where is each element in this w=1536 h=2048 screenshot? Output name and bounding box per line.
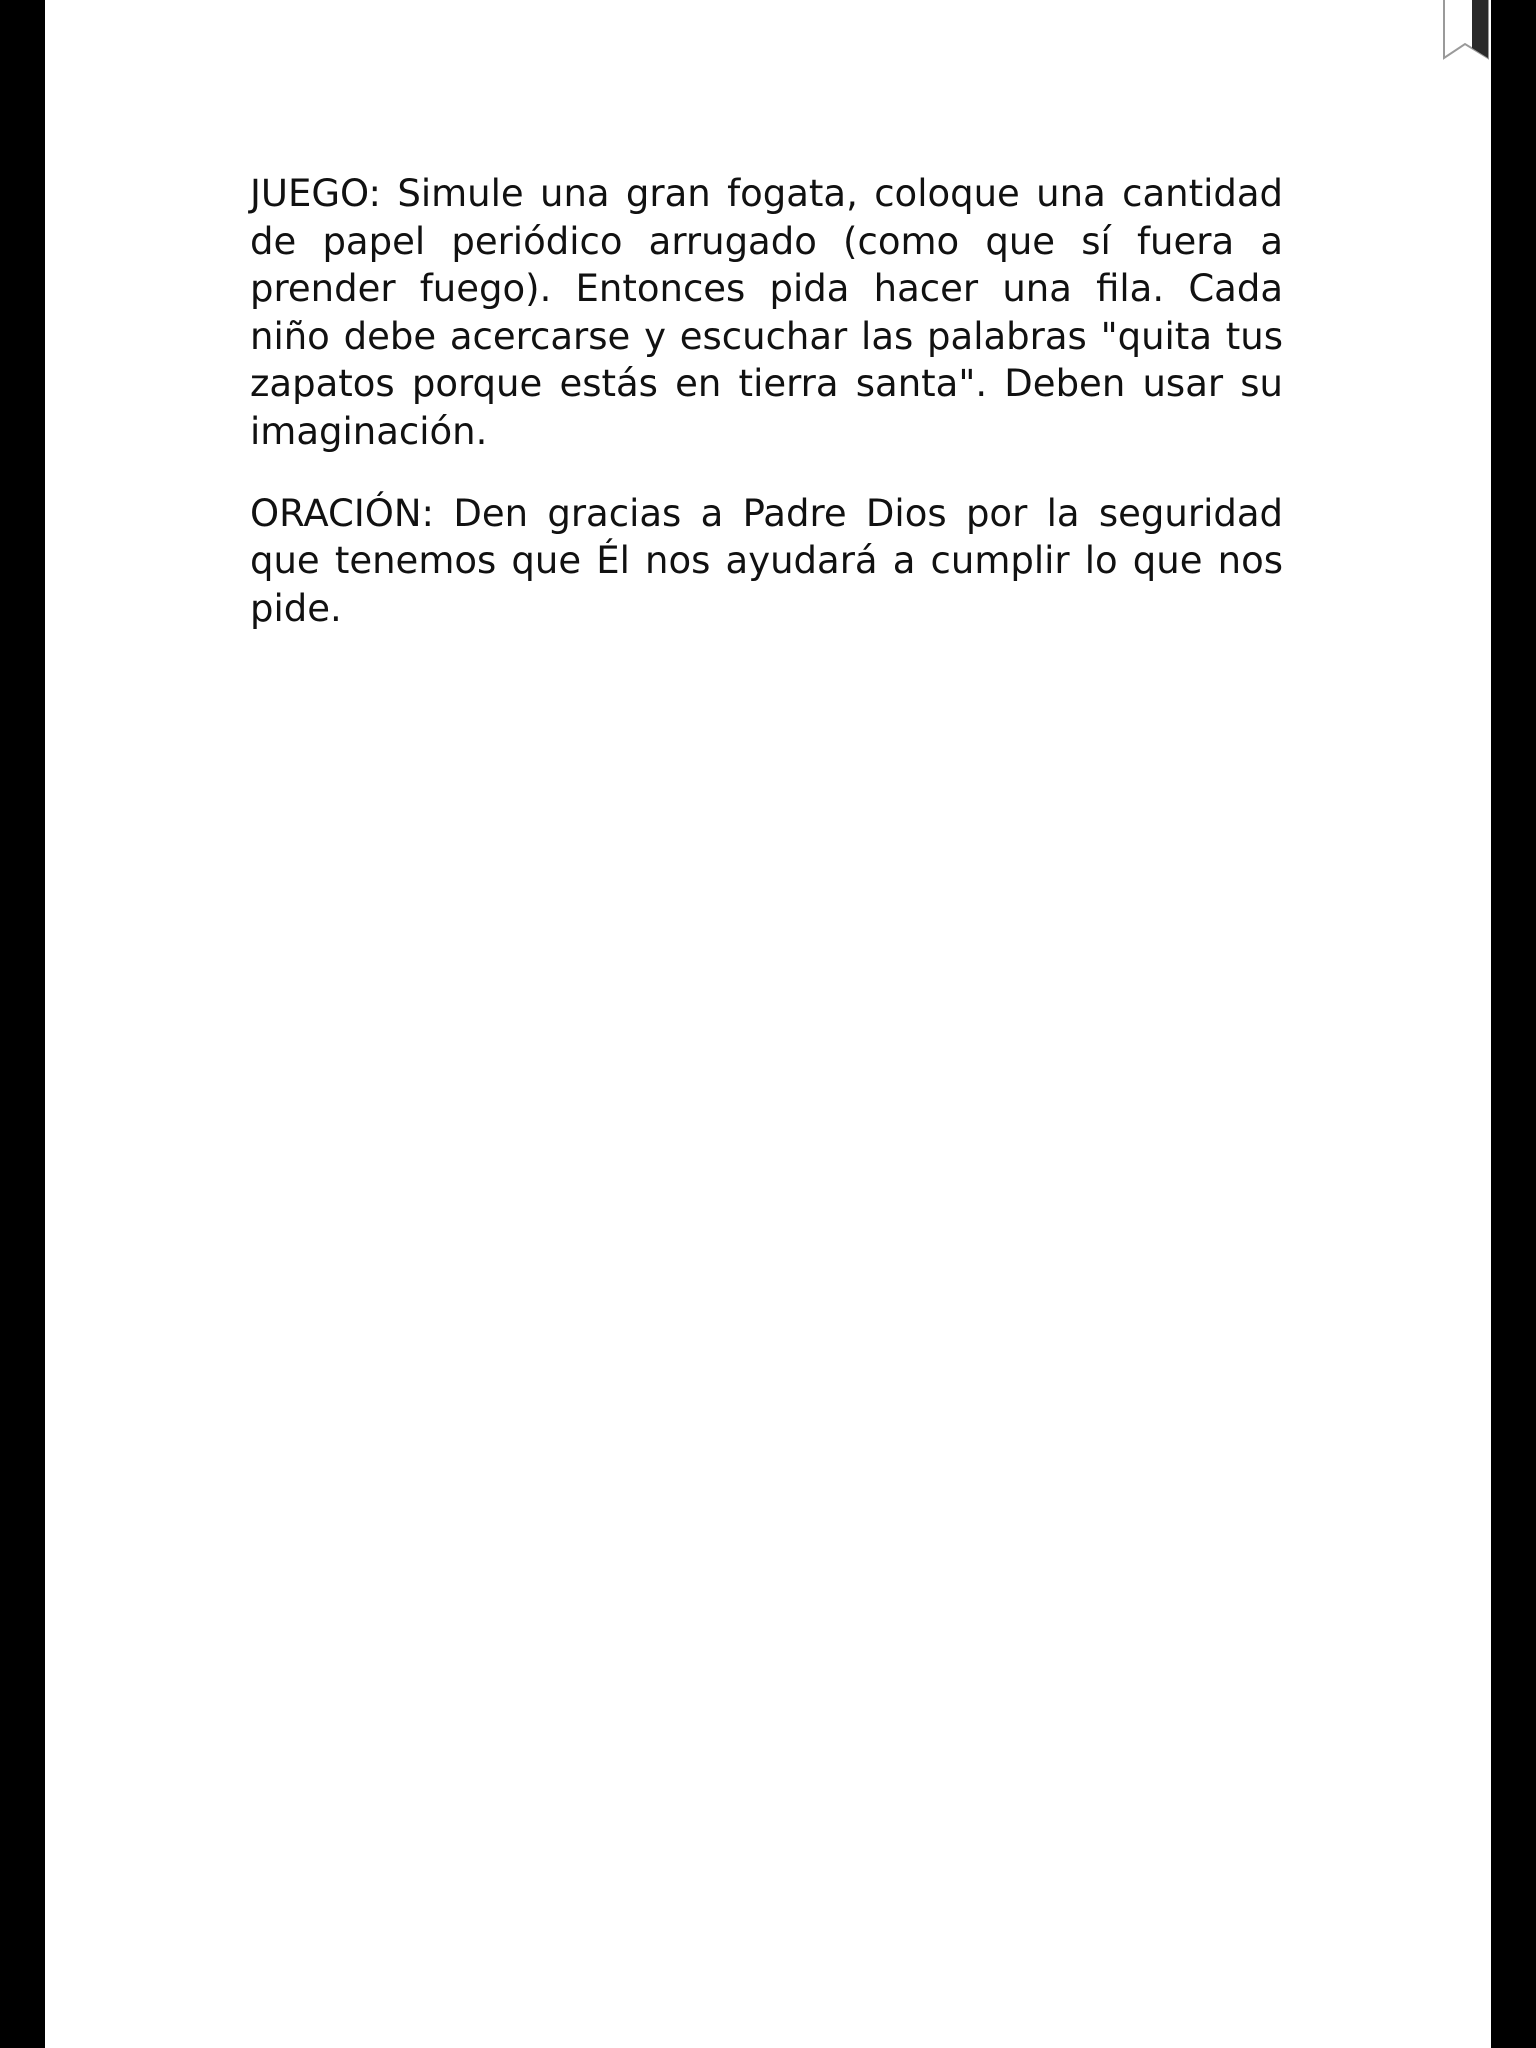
paragraph-oracion: ORACIÓN: Den gracias a Padre Dios por la seguridad que tenemos que Él nos ayudará a cumplir lo que nos pide.: [250, 491, 1283, 630]
page-text: [250, 170, 1283, 666]
paragraph-juego: JUEGO: Simule una gran fogata, coloque una cantidad de papel periódico arrugado (como que sí fuera a prender fuego). Entonces pida hacer una fila. Cada niño debe acercarse y escuchar las palabras "quita tus zapatos porque estás en tierra santa". Deben usar su imaginación.: [250, 172, 1283, 453]
bookmark-icon[interactable]: [1442, 0, 1490, 60]
book-page[interactable]: [45, 0, 1491, 2048]
